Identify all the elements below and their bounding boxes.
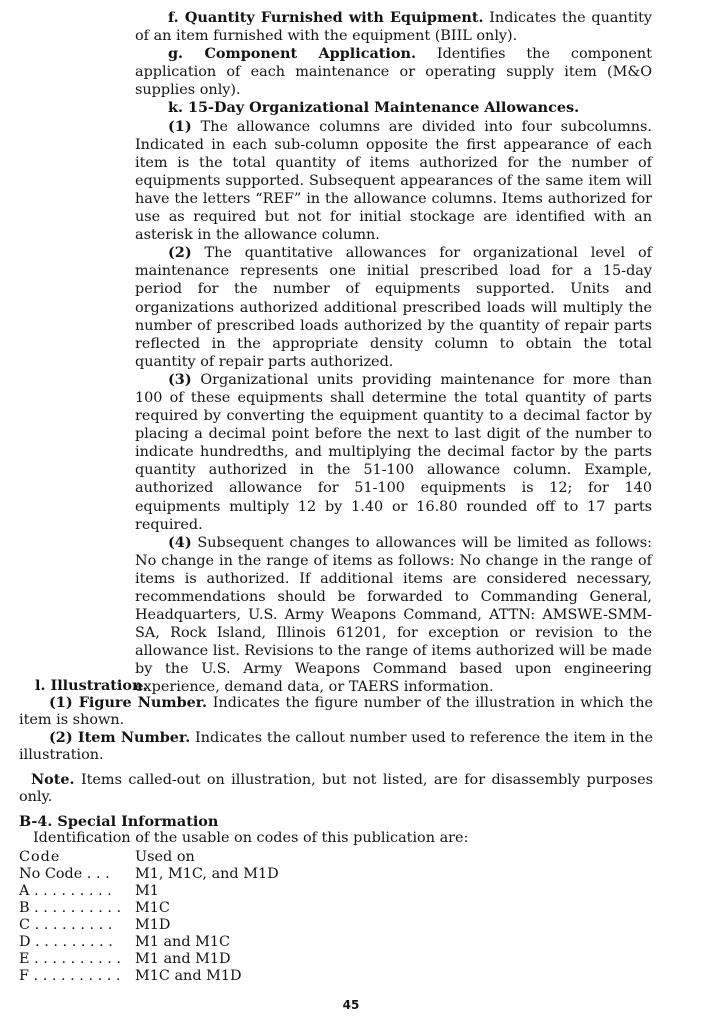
used-on-cell: M1D	[135, 917, 171, 933]
table-row	[19, 951, 653, 968]
code-cell: D . . . . . . . . .	[19, 934, 113, 950]
code-cell: F . . . . . . . . . .	[19, 968, 121, 984]
heading-f: f. Quantity Furnished with Equipment.	[168, 9, 484, 26]
paragraph-l2	[19, 729, 653, 764]
paragraph-g-text: Identifies the component application of each maintenance or operating supply item (M&O supplies only).	[135, 46, 652, 99]
l1-label: (1) Figure Number.	[49, 694, 208, 711]
page-number: 45	[342, 998, 360, 1012]
used-on-cell: M1 and M1D	[135, 951, 231, 967]
l2-label: (2) Item Number.	[49, 729, 191, 746]
paragraph-k4	[135, 534, 652, 697]
note-label: Note.	[31, 771, 75, 788]
k1-text: The allowance columns are divided into four subcolumns. Indicated in each sub-column opposite the first appearance of each item is the total quantity of items authorized for the number of equipments supported. Subsequent appearances of the same item will have the letters “REF” in the allowance columns. Items authorized for use as required but not for initial stockage are identified with an asterisk in the allowance column.	[135, 118, 652, 244]
k2-text: The quantitative allowances for organizational level of maintenance represents one initial prescribed load for a 15-day period for the number of equipments supported. Units and organizations authorized additional prescribed loads will multiply the number of prescribed loads authorized by the quantity of repair parts reflected in the appropriate density column to obtain the total quantity of repair parts authorized.	[135, 245, 652, 370]
heading-l: l. Illustration.	[35, 677, 148, 694]
k4-number: (4)	[168, 533, 192, 551]
k3-number: (3)	[168, 370, 192, 388]
code-cell: E . . . . . . . . . .	[19, 951, 121, 967]
l1-text: Indicates the figure number of the illustration in which the item is shown.	[19, 695, 653, 728]
k3-text: Organizational units providing maintenance for more than 100 of these equipments shall determine the total quantity of parts required by converting the equipment quantity to a decimal factor by placing a decimal point before the next to last digit of the number to indicate hundredths, and multiplying the decimal factor by the parts quantity authorized in the 51-100 allowance column. Example, authorized allowance for 51-100 equipments is 12; for 140 equipments multiply 12 by 1.40 or 16.80 rounded off to 17 parts required.	[135, 371, 652, 533]
code-cell: No Code . . .	[19, 866, 110, 882]
note-paragraph	[19, 771, 653, 806]
paragraph-l1	[19, 694, 653, 729]
usable-on-codes-table	[19, 849, 653, 985]
l2-text: Indicates the callout number used to reference the item in the illustration.	[19, 730, 653, 763]
table-row	[19, 883, 653, 900]
paragraph-g	[135, 45, 652, 99]
k1-number: (1)	[168, 117, 192, 135]
used-on-cell: M1C and M1D	[135, 968, 242, 984]
b4-intro: Identification of the usable on codes of this publication are:	[33, 830, 469, 846]
heading-g: g. Component Application.	[168, 45, 416, 63]
used-on-cell: M1	[135, 883, 159, 899]
table-row	[19, 917, 653, 934]
upper-column	[135, 9, 652, 697]
codes-header-row	[19, 849, 653, 866]
paragraph-f	[135, 9, 652, 45]
used-on-cell: M1 and M1C	[135, 934, 231, 950]
paragraph-k1	[135, 118, 652, 245]
k2-number: (2)	[168, 244, 192, 262]
paragraph-k2	[135, 244, 652, 371]
paragraph-k3	[135, 371, 652, 534]
code-cell: C . . . . . . . . .	[19, 917, 113, 933]
table-row	[19, 968, 653, 985]
paragraph-f-text: Indicates the quantity of an item furnished with the equipment (BIIL only).	[135, 10, 652, 45]
code-cell: A . . . . . . . . .	[19, 883, 112, 899]
note-text: Items called-out on illustration, but not listed, are for disassembly purposes only.	[19, 772, 653, 805]
heading-b4: B-4. Special Information	[19, 813, 219, 830]
table-row	[19, 866, 653, 883]
table-row	[19, 934, 653, 951]
column-header-code: Code	[19, 849, 61, 865]
k4-text: Subsequent changes to allowances will be limited as follows: No change in the range of items as follows: No change in the range of items is authorized. If additional items are considered necessary, recommendations should be forwarded to Commanding General, Headquarters, U.S. Army Weapons Command, ATTN: AMSWE-SMM-SA, Rock Island, Illinois 61201, for exception or revision to the allowance list. Revisions to the range of items authorized will be made by the U.S. Army Weapons Command based upon engineering experience, demand data, or TAERS information.	[135, 534, 652, 696]
column-header-used-on: Used on	[135, 849, 195, 865]
table-row	[19, 900, 653, 917]
code-cell: B . . . . . . . . . .	[19, 900, 122, 916]
used-on-cell: M1C	[135, 900, 170, 916]
used-on-cell: M1, M1C, and M1D	[135, 866, 279, 882]
lower-column	[19, 677, 653, 985]
heading-k: k. 15-Day Organizational Maintenance Allowances.	[168, 99, 580, 117]
